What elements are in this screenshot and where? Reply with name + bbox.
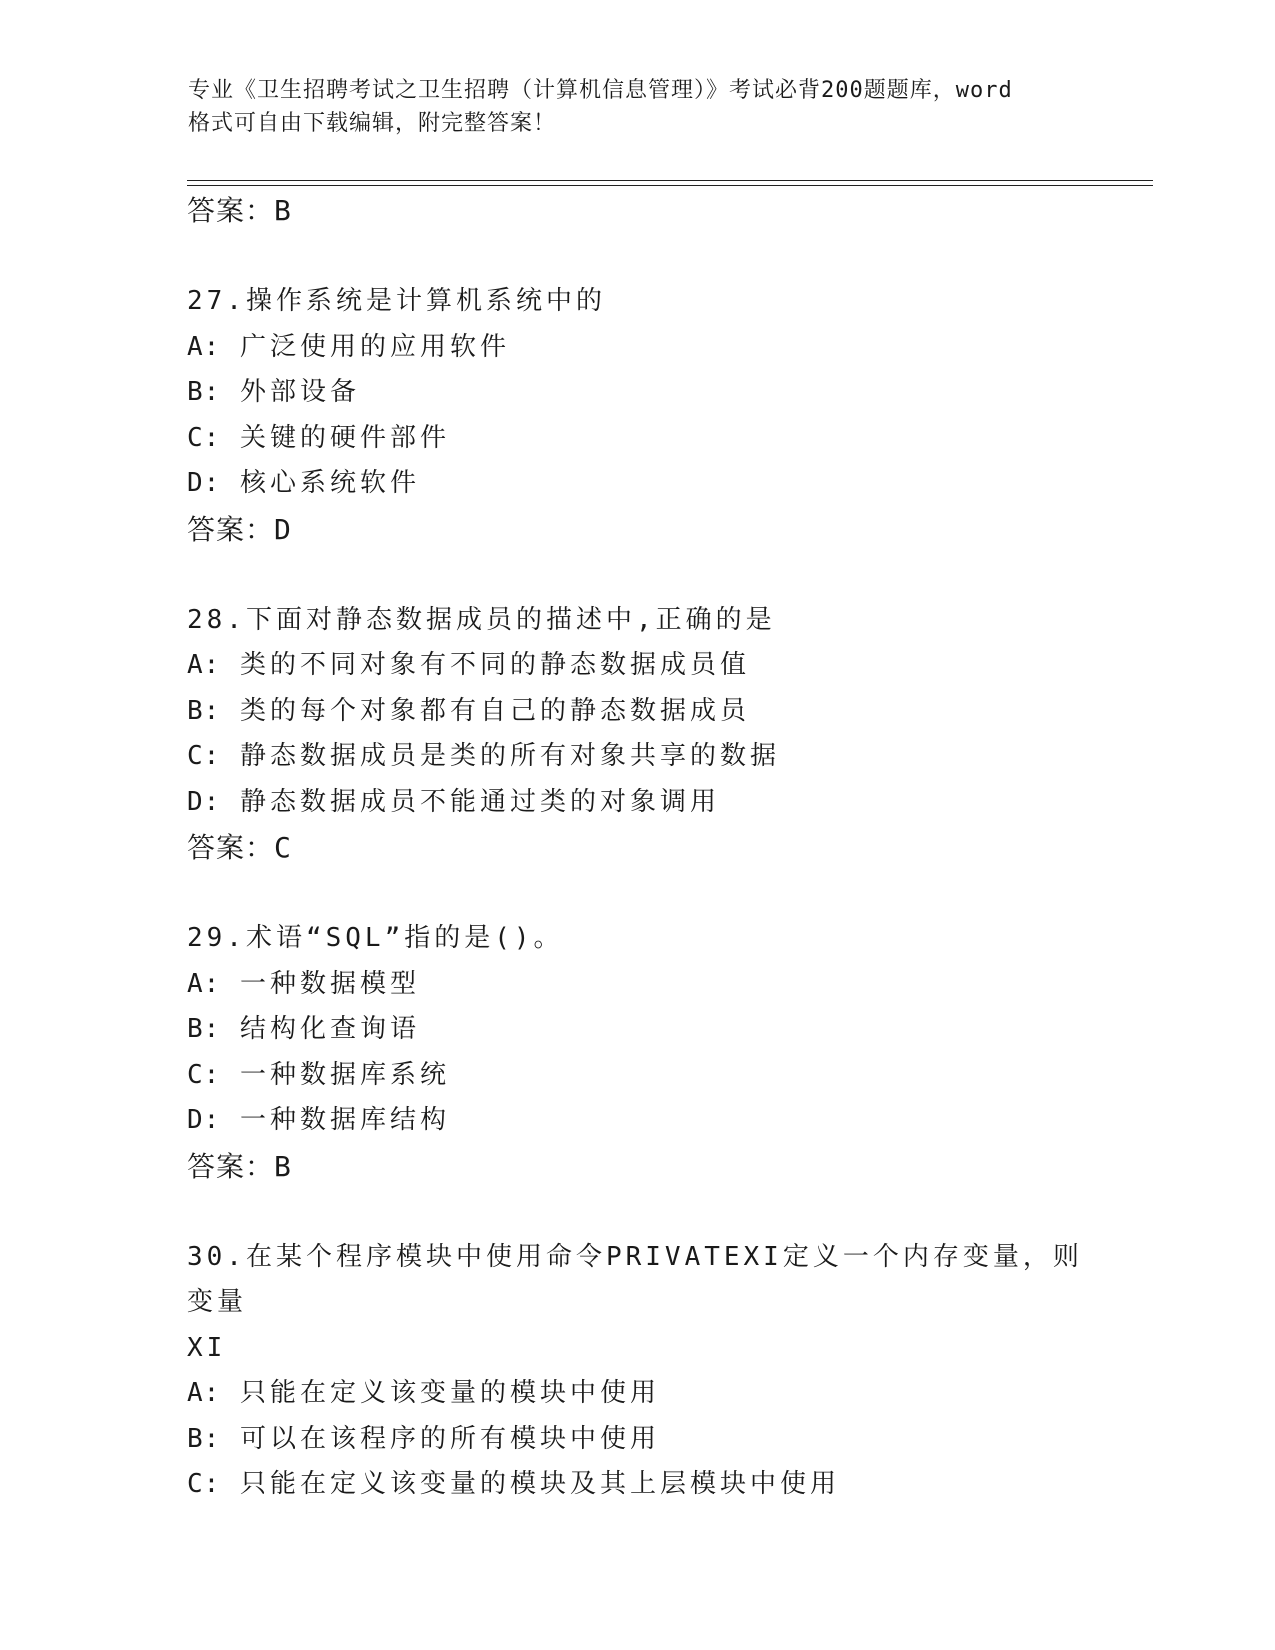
question-item bbox=[187, 1235, 1147, 1508]
option-letter: A: bbox=[187, 1378, 221, 1408]
option-text: 可以在该程序的所有模块中使用 bbox=[239, 1423, 660, 1454]
option-b bbox=[187, 370, 1147, 416]
option-text: 外部设备 bbox=[239, 377, 360, 407]
option-letter: D: bbox=[187, 786, 221, 817]
question-stem: 27.操作系统是计算机系统中的 bbox=[187, 286, 606, 316]
option-text: 一种数据库系统 bbox=[239, 1059, 450, 1090]
question-list bbox=[187, 188, 1147, 1508]
option-text: 一种数据库结构 bbox=[239, 1105, 450, 1135]
option-c bbox=[187, 416, 1147, 462]
option-a bbox=[187, 643, 1147, 689]
answer-value: B bbox=[274, 1149, 292, 1183]
answer-label: 答案： bbox=[187, 1149, 275, 1183]
option-b bbox=[187, 689, 1147, 735]
answer-line bbox=[187, 1144, 1147, 1190]
option-text: 只能在定义该变量的模块及其上层模块中使用 bbox=[239, 1469, 840, 1499]
option-letter: C: bbox=[187, 1059, 221, 1090]
option-letter: B: bbox=[187, 377, 221, 407]
option-c bbox=[187, 1053, 1147, 1099]
option-text: 广泛使用的应用软件 bbox=[239, 331, 510, 362]
option-text: 静态数据成员是类的所有对象共享的数据 bbox=[239, 741, 780, 771]
option-text: 关键的硬件部件 bbox=[239, 422, 450, 453]
option-text: 核心系统软件 bbox=[239, 468, 420, 498]
option-c bbox=[187, 734, 1147, 780]
option-letter: D: bbox=[187, 468, 221, 498]
option-d bbox=[187, 461, 1147, 507]
option-a bbox=[187, 1371, 1147, 1417]
answer-label: 答案： bbox=[187, 831, 275, 864]
header-rule-top bbox=[187, 180, 1153, 181]
answer-line bbox=[187, 825, 1147, 871]
option-text: 类的每个对象都有自己的静态数据成员 bbox=[239, 695, 750, 726]
option-letter: D: bbox=[187, 1105, 221, 1135]
answer-value: C bbox=[274, 831, 292, 864]
option-letter: A: bbox=[187, 650, 221, 680]
option-letter: A: bbox=[187, 331, 221, 362]
option-d bbox=[187, 1098, 1147, 1144]
option-letter: C: bbox=[187, 1469, 221, 1499]
option-a bbox=[187, 962, 1147, 1008]
document-header: 专业《卫生招聘考试之卫生招聘（计算机信息管理）》考试必背200题题库，word 格式可自由下载编辑，附完整答案！ bbox=[188, 78, 1013, 136]
option-text: 只能在定义该变量的模块中使用 bbox=[239, 1378, 660, 1408]
option-text: 结构化查询语 bbox=[239, 1014, 420, 1044]
option-letter: B: bbox=[187, 695, 221, 726]
answer-value: B bbox=[274, 194, 292, 227]
option-b bbox=[187, 1007, 1147, 1053]
option-letter: B: bbox=[187, 1423, 221, 1454]
question-item bbox=[187, 916, 1147, 1190]
answer-line bbox=[187, 188, 1147, 234]
answer-label: 答案： bbox=[187, 512, 275, 546]
answer-label: 答案： bbox=[187, 194, 275, 227]
option-text: 类的不同对象有不同的静态数据成员值 bbox=[239, 650, 750, 680]
option-letter: C: bbox=[187, 741, 221, 771]
answer-line bbox=[187, 507, 1147, 553]
option-letter: A: bbox=[187, 968, 221, 999]
question-stem: 30.在某个程序模块中使用命令PRIVATEXI定义一个内存变量，则变量 XI bbox=[187, 1241, 1083, 1363]
question-stem: 29.术语“SQL”指的是()。 bbox=[187, 923, 564, 953]
option-d bbox=[187, 780, 1147, 826]
question-item bbox=[187, 598, 1147, 872]
option-b bbox=[187, 1417, 1147, 1463]
answer-value: D bbox=[274, 512, 292, 546]
header-rule-bottom bbox=[187, 185, 1153, 186]
option-text: 一种数据模型 bbox=[239, 968, 420, 999]
question-stem: 28.下面对静态数据成员的描述中,正确的是 bbox=[187, 604, 776, 635]
option-a bbox=[187, 325, 1147, 371]
option-letter: C: bbox=[187, 422, 221, 453]
option-text: 静态数据成员不能通过类的对象调用 bbox=[239, 786, 720, 817]
question-item bbox=[187, 279, 1147, 553]
option-letter: B: bbox=[187, 1014, 221, 1044]
option-c bbox=[187, 1462, 1147, 1508]
